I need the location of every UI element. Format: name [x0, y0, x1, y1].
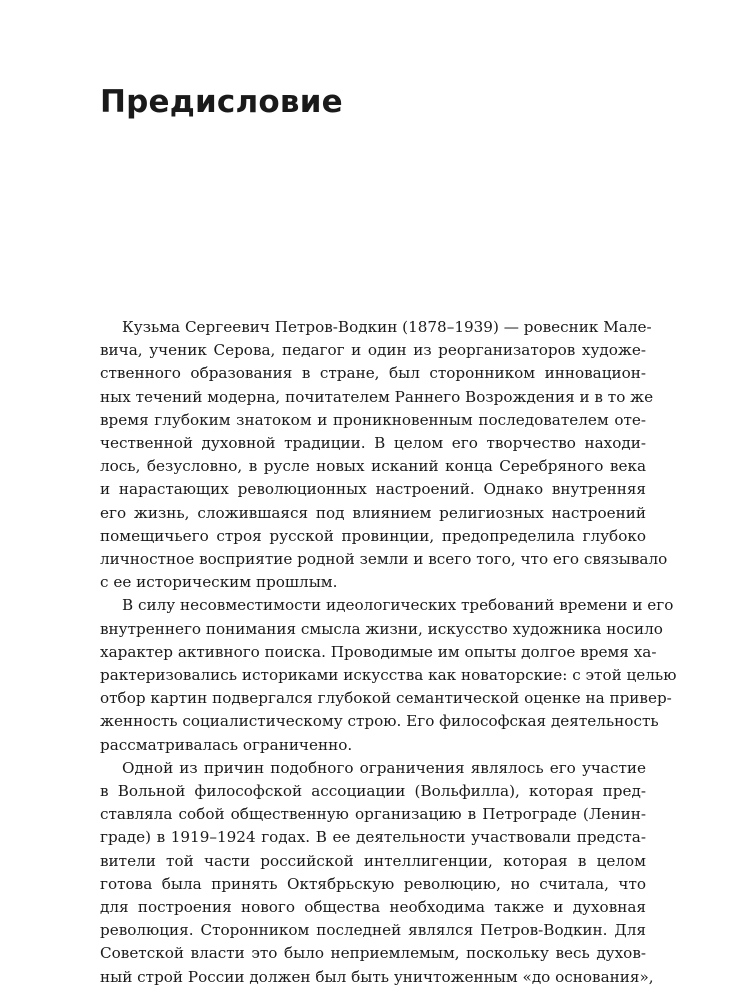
text-line: личностное восприятие родной земли и всего того, что его связывало: [100, 550, 668, 569]
text-line: в Вольной философской ассоциации (Вольфилла), которая пред-: [100, 782, 646, 801]
text-line: революция. Сторонником последней являлся Петров-Водкин. Для: [100, 921, 646, 940]
text-line: ных течений модерна, почитателем Раннего Возрождения и в то же: [100, 387, 654, 406]
text-line: лось, безусловно, в русле новых исканий конца Серебряного века: [100, 457, 646, 476]
text-line: и нарастающих революционных настроений. Однако внутренняя: [100, 480, 646, 499]
text-line: Советской власти это было неприемлемым, поскольку весь духов-: [100, 944, 646, 963]
text-line: с ее историческим прошлым.: [100, 573, 338, 592]
text-line: чественной духовной традиции. В целом его творчество находи-: [100, 434, 646, 453]
text-line: ставляла собой общественную организацию в Петрограде (Ленин-: [100, 805, 646, 824]
chapter-title: Предисловие: [100, 84, 343, 120]
body-text: [100, 316, 677, 989]
text-line: внутреннего понимания смысла жизни, искусство художника носило: [100, 619, 663, 638]
text-line: женность социалистическому строю. Его философская деятельность: [100, 712, 659, 731]
text-line: Одной из причин подобного ограничения являлось его участие: [122, 758, 646, 777]
text-line: вича, ученик Серова, педагог и один из реорганизаторов художе-: [100, 341, 646, 360]
text-line: Кузьма Сергеевич Петров-Водкин (1878–1939) — ровесник Мале-: [122, 318, 652, 336]
text-line: рассматривалась ограниченно.: [100, 735, 353, 754]
text-line: отбор картин подвергался глубокой семантической оценке на привер-: [100, 689, 672, 708]
text-line: вители той части российской интеллигенции, которая в целом: [100, 851, 646, 870]
text-line: ный строй России должен был быть уничтоженным «до основания»,: [100, 967, 654, 986]
text-line: помещичьего строя русской провинции, предопределила глубоко: [100, 526, 646, 545]
text-line: ственного образования в стране, был сторонником инновацион-: [100, 364, 646, 383]
text-line: его жизнь, сложившаяся под влиянием религиозных настроений: [100, 503, 646, 522]
text-line: время глубоким знатоком и проникновенным последователем оте-: [100, 410, 646, 429]
text-line: В силу несовместимости идеологических требований времени и его: [122, 596, 674, 615]
text-line: для построения нового общества необходима также и духовная: [100, 898, 646, 917]
text-line: рактеризовались историками искусства как новаторские: с этой целью: [100, 666, 677, 685]
text-line: характер активного поиска. Проводимые им опыты долгое время ха-: [100, 642, 657, 661]
text-line: готова была принять Октябрьскую революцию, но считала, что: [100, 874, 646, 893]
text-line: граде) в 1919–1924 годах. В ее деятельности участвовали предста-: [100, 828, 646, 847]
